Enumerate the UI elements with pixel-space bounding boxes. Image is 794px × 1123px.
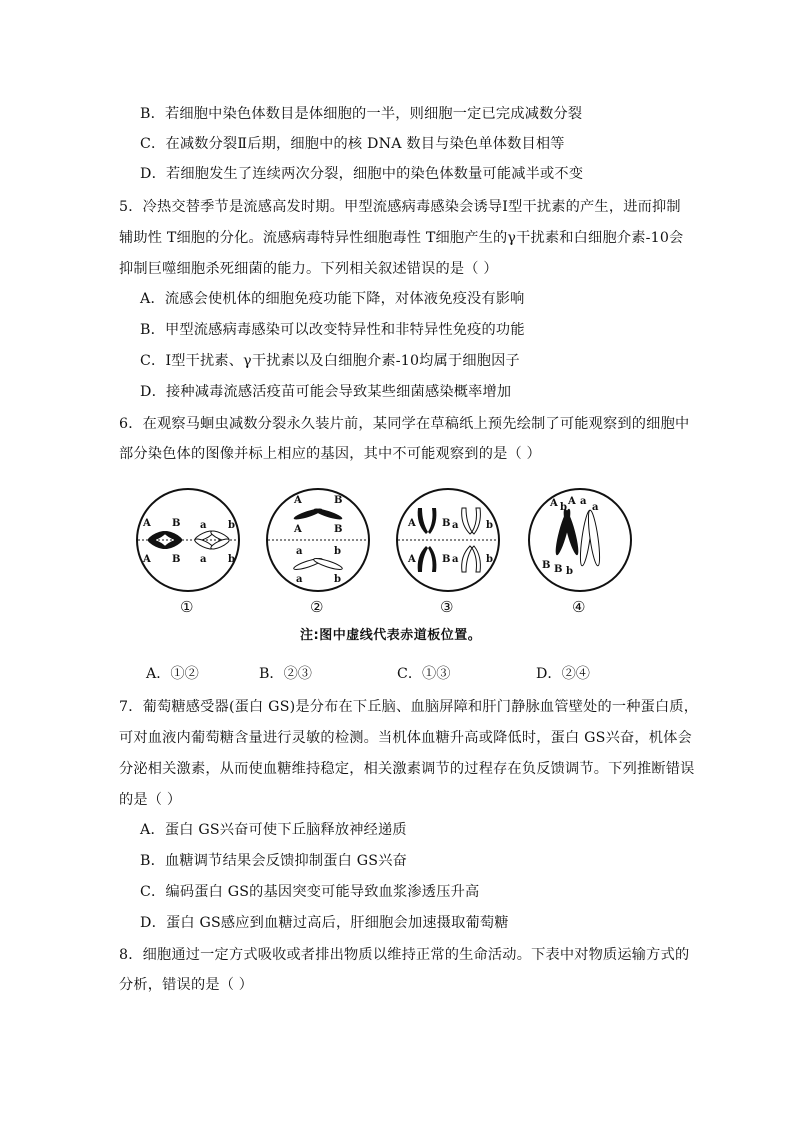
gene-label: A [568,496,576,507]
gene-label: B [442,518,451,529]
figure-label-4: ④ [572,598,586,616]
q6-choice-b: B．②③ [259,666,312,682]
gene-label: a [200,520,207,531]
q6-choice-a: A．①② [146,666,199,682]
q7-option-c: C．编码蛋白 GS的基因突变可能导致血浆渗透压升高 [140,884,480,900]
gene-label: b [334,546,341,557]
gene-label: b [560,502,567,513]
gene-label: A [143,554,151,565]
gene-label: a [580,496,587,507]
q4-option-b: B．若细胞中染色体数目是体细胞的一半，则细胞一定已完成减数分裂 [140,106,583,122]
q5-option-b: B．甲型流感病毒感染可以改变特异性和非特异性免疫的功能 [140,322,525,338]
q7-stem-line-1: 7．葡萄糖感受器(蛋白 GS)是分布在下丘脑、血脑屏障和肝门静脉血管壁处的一种蛋白质， [119,699,699,715]
q7-option-a: A．蛋白 GS兴奋可使下丘脑释放神经递质 [140,822,407,838]
figure-note: 注:图中虚线代表赤道板位置。 [300,628,482,643]
q6-stem-line-2: 部分染色体的图像并标上相应的基因，其中不可能观察到的是（ ） [119,446,541,462]
gene-label: a [452,554,459,565]
figure-label-2: ② [310,598,324,616]
gene-label: a [592,502,599,513]
gene-label: B [172,518,181,529]
q5-option-d: D．接种减毒流感活疫苗可能会导致某些细菌感染概率增加 [140,384,512,400]
q5-stem-line-3: 抑制巨噬细胞杀死细菌的能力。下列相关叙述错误的是（ ） [119,261,498,277]
gene-label: a [296,574,303,585]
q8-stem-line-2: 分析，错误的是（ ） [119,977,254,993]
q5-option-c: C．Ⅰ型干扰素、γ干扰素以及白细胞介素-10均属于细胞因子 [140,353,520,369]
q6-choice-d: D．②④ [536,666,590,682]
gene-label: a [296,546,303,557]
cell-diagram-2 [267,489,369,616]
q5-stem-line-1: 5．冷热交替季节是流感高发时期。甲型流感病毒感染会诱导Ⅰ型干扰素的产生，进而抑制 [119,199,681,215]
gene-label: A [294,495,302,506]
gene-label: B [334,495,343,506]
cell-diagram-4 [529,489,631,616]
gene-label: B [442,554,451,565]
figure-label-1: ① [180,598,194,616]
gene-label: A [294,524,302,535]
gene-label: A [408,518,416,529]
q7-stem-line-2: 可对血液内葡萄糖含量进行灵敏的检测。当机体血糖升高或降低时，蛋白 GS兴奋，机体会 [119,730,692,746]
gene-label: A [408,554,416,565]
gene-label: a [452,520,459,531]
gene-label: A [550,498,558,509]
gene-label: b [486,520,493,531]
q6-choice-c: C．①③ [397,666,451,682]
q7-option-b: B．血糖调节结果会反馈抑制蛋白 GS兴奋 [140,853,407,869]
q5-stem-line-2: 辅助性 T细胞的分化。流感病毒特异性细胞毒性 T细胞产生的γ干扰素和白细胞介素-10会 [119,230,684,246]
q4-option-c: C．在减数分裂Ⅱ后期，细胞中的核 DNA 数目与染色单体数目相等 [140,136,565,152]
q6-stem-line-1: 6．在观察马蛔虫减数分裂永久装片前，某同学在草稿纸上预先绘制了可能观察到的细胞中 [119,416,690,432]
gene-label: A [143,518,151,529]
gene-label: B [542,560,551,571]
q5-option-a: A．流感会使机体的细胞免疫功能下降，对体液免疫没有影响 [140,291,525,307]
figure-label-3: ③ [440,598,454,616]
q7-stem-line-4: 的是（ ） [119,792,182,808]
cell-diagram-3 [397,489,499,616]
q8-stem-line-1: 8．细胞通过一定方式吸收或者排出物质以维持正常的生命活动。下表中对物质运输方式的 [119,947,690,963]
gene-label: b [228,554,235,565]
q7-stem-line-3: 分泌相关激素，从而使血糖维持稳定，相关激素调节的过程存在负反馈调节。下列推断错误 [119,761,695,777]
cell-diagram-1 [137,489,239,616]
gene-label: b [566,566,573,577]
gene-label: b [486,554,493,565]
gene-label: a [200,554,207,565]
q7-option-d: D．蛋白 GS感应到血糖过高后，肝细胞会加速摄取葡萄糖 [140,915,509,931]
gene-label: B [554,564,563,575]
q4-option-d: D．若细胞发生了连续两次分裂，细胞中的染色体数量可能减半或不变 [140,166,584,182]
gene-label: b [228,520,235,531]
gene-label: B [334,524,343,535]
gene-label: b [334,574,341,585]
gene-label: B [172,554,181,565]
